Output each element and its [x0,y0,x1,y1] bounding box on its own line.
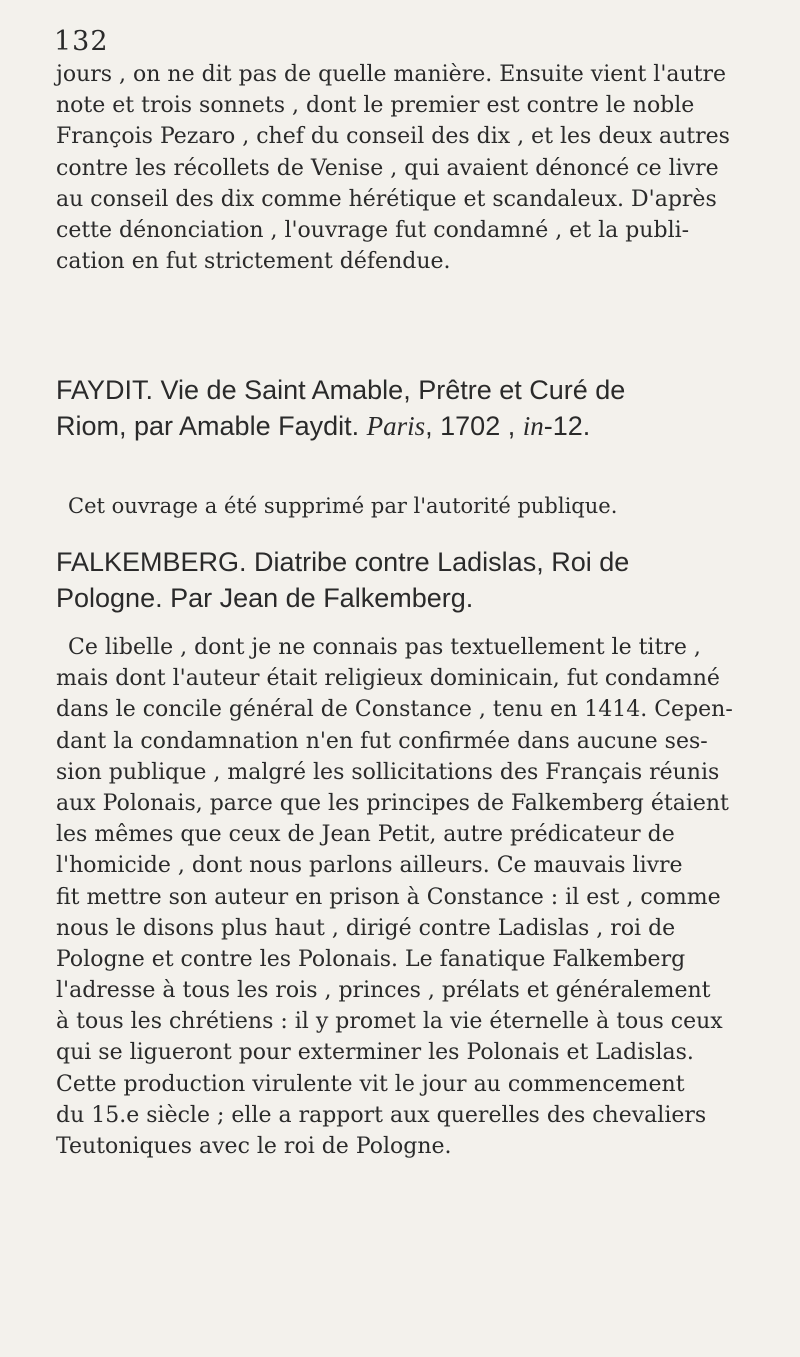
text-line: Pologne et contre les Polonais. Le fanatique Falkemberg [56,946,686,972]
text-line: jours , on ne dit pas de quelle manière. Ensuite vient l'autre [56,62,727,87]
entry-title-segment: -12. [543,411,591,441]
entry-title-segment: Riom, par Amable Faydit. [56,411,367,441]
text-line: Teutoniques avec le roi de Pologne. [56,1134,452,1159]
entry-title-place: Paris [366,411,426,441]
text-line: mais dont l'auteur était religieux dominicain, fut condamné [56,666,720,692]
entry-title-line: Pologne. Par Jean de Falkemberg. [56,583,474,613]
text-line: fit mettre son auteur en prison à Constance : il est , comme [56,884,721,910]
text-line: Cette production virulente vit le jour au commencement [56,1071,685,1097]
text-line: cette dénonciation , l'ouvrage fut condamné , et la publi- [56,217,690,243]
entry-falkemberg-title [56,544,786,616]
text-line: dant la condamnation n'en fut confirmée dans aucune ses- [56,728,708,754]
entry-faydit-note [56,491,786,521]
entry-faydit-title [56,372,786,444]
text-line: note et trois sonnets , dont le premier est contre le noble [56,93,695,119]
text-line: Ce libelle , dont je ne connais pas textuellement le titre , [68,635,701,660]
text-line: au conseil des dix comme hérétique et scandaleux. D'après [56,186,717,212]
text-line: du 15.e siècle ; elle a rapport aux querelles des chevaliers [56,1102,707,1128]
text-line: l'adresse à tous les rois , princes , prélats et généralement [56,978,711,1004]
text-line: sion publique , malgré les sollicitations des Français réunis [56,759,720,785]
entry-title-line [56,408,786,444]
text-line: cation en fut strictement défendue. [56,249,451,275]
text-line: dans le concile général de Constance , tenu en 1414. Cepen- [56,697,733,723]
text-line: contre les récollets de Venise , qui avaient dénoncé ce livre [56,155,719,181]
continuation-paragraph [56,59,786,277]
entry-title-line: FALKEMBERG. Diatribe contre Ladislas, Roi de [56,547,630,577]
text-line: l'homicide , dont nous parlons ailleurs. Ce mauvais livre [56,853,683,879]
entry-note: Cet ouvrage a été supprimé par l'autorité publique. [68,494,618,518]
entry-title-segment: , 1702 , [425,411,523,441]
text-line: qui se ligueront pour exterminer les Polonais et Ladislas. [56,1040,694,1066]
text-line: à tous les chrétiens : il y promet la vie éternelle à tous ceux [56,1009,723,1035]
text-line: François Pezaro , chef du conseil des dix , et les deux autres [56,124,730,150]
page-number: 132 [54,26,109,57]
text-line: nous le disons plus haut , dirigé contre Ladislas , roi de [56,915,676,941]
entry-title-line: FAYDIT. Vie de Saint Amable, Prêtre et Curé de [56,375,626,405]
text-line: aux Polonais, parce que les principes de Falkemberg étaient [56,790,729,816]
text-line: les mêmes que ceux de Jean Petit, autre prédicateur de [56,822,675,848]
entry-falkemberg-body [56,632,786,1162]
entry-title-format: in [522,411,544,441]
